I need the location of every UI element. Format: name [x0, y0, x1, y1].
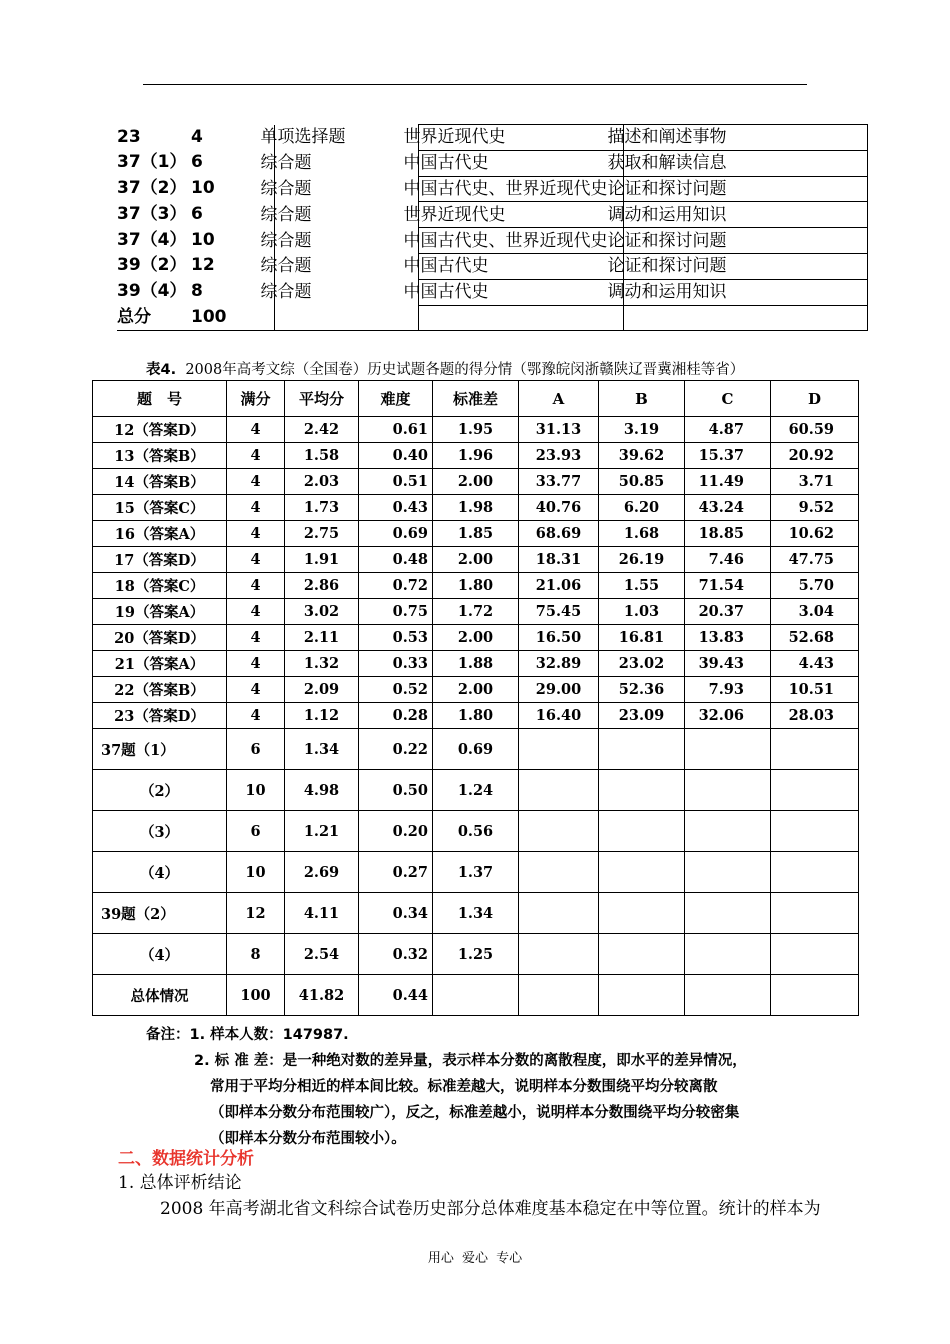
table4-cell: 3.04	[771, 599, 859, 625]
table4-cell: （4）	[93, 852, 227, 893]
table4-cell: 0.32	[359, 934, 433, 975]
table4-cell: 13.83	[685, 625, 771, 651]
table3-row	[117, 202, 867, 228]
table4-cell	[685, 975, 771, 1016]
table4-cell: 0.50	[359, 770, 433, 811]
table4-cell: 23.02	[599, 651, 685, 677]
table4-cell: 32.89	[519, 651, 599, 677]
table4-cell: 2.00	[433, 677, 519, 703]
table4-cell: 29.00	[519, 677, 599, 703]
table4-cell: 20.92	[771, 443, 859, 469]
table4-cell: 8	[227, 934, 285, 975]
table4-header-cell: 平均分	[285, 381, 359, 417]
table4-cell	[685, 729, 771, 770]
table4-cell	[685, 852, 771, 893]
table4-cell: 1.91	[285, 547, 359, 573]
table3-row	[117, 176, 867, 202]
table4-cell: 1.96	[433, 443, 519, 469]
table4-header-cell: A	[519, 381, 599, 417]
table4-cell: 20.37	[685, 599, 771, 625]
table4-cell: 26.19	[599, 547, 685, 573]
table4	[92, 380, 859, 1016]
notes	[146, 1022, 747, 1147]
table4-cell: 11.49	[685, 469, 771, 495]
table4-row	[93, 770, 859, 811]
table4-cell: 3.71	[771, 469, 859, 495]
table3-cell-skill: 论证和探讨问题	[623, 228, 867, 254]
table3-cell-type: 综合题	[274, 228, 418, 254]
table4-cell	[599, 893, 685, 934]
table4-cell: 7.46	[685, 547, 771, 573]
table4-cell: 1.88	[433, 651, 519, 677]
table4-cell: 16.81	[599, 625, 685, 651]
table4-cell: 52.36	[599, 677, 685, 703]
table4-cell: 75.45	[519, 599, 599, 625]
table4-cell	[519, 893, 599, 934]
table4-cell: 43.24	[685, 495, 771, 521]
table4-header-cell: 题 号	[93, 381, 227, 417]
table4-cell: 0.22	[359, 729, 433, 770]
table4-cell	[599, 729, 685, 770]
table3-cell-skill: 获取和解读信息	[623, 150, 867, 176]
table4-cell: 52.68	[771, 625, 859, 651]
table4-row	[93, 547, 859, 573]
table4-cell: 1.58	[285, 443, 359, 469]
table4-cell: 71.54	[685, 573, 771, 599]
table4-cell: 1.98	[433, 495, 519, 521]
table3-cell-type: 综合题	[274, 253, 418, 279]
table3-cell-type: 综合题	[274, 176, 418, 202]
table4-cell	[519, 811, 599, 852]
table3-cell-area: 中国古代史	[418, 253, 623, 279]
section-heading: 二、数据统计分析	[118, 1149, 254, 1169]
table4-cell: 2.00	[433, 625, 519, 651]
table4-cell: 0.43	[359, 495, 433, 521]
table4-header-cell: 满分	[227, 381, 285, 417]
table4-cell: 1.03	[599, 599, 685, 625]
table4-cell: 21（答案A）	[93, 651, 227, 677]
table4-cell	[599, 770, 685, 811]
table4-cell	[685, 770, 771, 811]
table4-cell: （4）	[93, 934, 227, 975]
table3-row	[117, 305, 867, 331]
subsection-heading: 1. 总体评析结论	[118, 1173, 242, 1193]
table4-row	[93, 811, 859, 852]
table4-cell: 31.13	[519, 417, 599, 443]
table4-row	[93, 703, 859, 729]
table3-cell-type: 单项选择题	[274, 125, 418, 151]
table4-cell: 1.73	[285, 495, 359, 521]
table4-cell: 7.93	[685, 677, 771, 703]
table4-cell: 0.48	[359, 547, 433, 573]
table4-cell: 17（答案D）	[93, 547, 227, 573]
table4-cell: 4	[227, 703, 285, 729]
table4-cell: 0.51	[359, 469, 433, 495]
table4-cell: 0.34	[359, 893, 433, 934]
table4-cell: 3.19	[599, 417, 685, 443]
table4-cell: 18（答案C）	[93, 573, 227, 599]
table4-cell: 4	[227, 573, 285, 599]
table4-cell: 0.27	[359, 852, 433, 893]
table3-row	[117, 125, 867, 151]
table4-cell: 18.85	[685, 521, 771, 547]
table4-cell: 2.86	[285, 573, 359, 599]
table4-cell: 33.77	[519, 469, 599, 495]
table3-cell-question: 37（2） 10	[117, 176, 274, 202]
table4-cell: 2.54	[285, 934, 359, 975]
table4-cell: 2.03	[285, 469, 359, 495]
table3-cell-question: 37（4） 10	[117, 228, 274, 254]
table4-cell: 2.11	[285, 625, 359, 651]
table3-cell-question: 37（3） 6	[117, 202, 274, 228]
table3-cell-question: 总分 100	[117, 305, 274, 331]
table4-cell: 0.28	[359, 703, 433, 729]
table4-cell	[685, 934, 771, 975]
table3-cell-type: 综合题	[274, 279, 418, 305]
table4-cell: 0.20	[359, 811, 433, 852]
table4-cell	[519, 770, 599, 811]
table4-header-cell: B	[599, 381, 685, 417]
table3-cell-type: 综合题	[274, 150, 418, 176]
table4-cell: 2.75	[285, 521, 359, 547]
table4-cell: 16.40	[519, 703, 599, 729]
table4-cell: 32.06	[685, 703, 771, 729]
table4-cell: 21.06	[519, 573, 599, 599]
table4-cell: 0.52	[359, 677, 433, 703]
table4-cell: 2.69	[285, 852, 359, 893]
table4-cell: 总体情况	[93, 975, 227, 1016]
note-sample-size: 备注：1. 样本人数：147987.	[146, 1027, 349, 1043]
table4-cell: 37题（1）	[93, 729, 227, 770]
table4-row	[93, 729, 859, 770]
table4-cell: 1.95	[433, 417, 519, 443]
table4-cell: 3.02	[285, 599, 359, 625]
table4-header-cell: D	[771, 381, 859, 417]
table3-cell-type	[274, 305, 418, 331]
table3-cell-area: 中国古代史	[418, 279, 623, 305]
table4-cell: 19（答案A）	[93, 599, 227, 625]
table4-cell: 10.51	[771, 677, 859, 703]
table4-cell	[599, 852, 685, 893]
table4-cell: （3）	[93, 811, 227, 852]
table4-cell	[519, 852, 599, 893]
table4-cell: 1.32	[285, 651, 359, 677]
table4-row	[93, 852, 859, 893]
table4-cell: 12	[227, 893, 285, 934]
table4-cell: 4	[227, 469, 285, 495]
table4-cell: 0.75	[359, 599, 433, 625]
table4-cell: 39题（2）	[93, 893, 227, 934]
table4-row	[93, 599, 859, 625]
table4-cell: 2.00	[433, 469, 519, 495]
table3-cell-skill: 描述和阐述事物	[623, 125, 867, 151]
table4-cell: 4	[227, 677, 285, 703]
table4-row	[93, 469, 859, 495]
table3-cell-question: 37（1） 6	[117, 150, 274, 176]
page-footer: 用心 爱心 专心	[427, 1251, 523, 1266]
table4-cell	[771, 975, 859, 1016]
table4-row	[93, 521, 859, 547]
table4-cell	[771, 893, 859, 934]
table3-row	[117, 279, 867, 305]
table4-cell: 4	[227, 651, 285, 677]
table4-cell: 6	[227, 729, 285, 770]
table4-cell: 0.53	[359, 625, 433, 651]
table3-row	[117, 150, 867, 176]
table3-row	[117, 228, 867, 254]
table4-cell: 23（答案D）	[93, 703, 227, 729]
table4-title: 表4. 2008年高考文综（全国卷）历史试题各题的得分情（鄂豫皖闵浙赣陕辽晋冀湘桂等省）	[146, 362, 745, 378]
table4-row	[93, 651, 859, 677]
table4-header-row	[93, 381, 859, 417]
table4-cell: 20（答案D）	[93, 625, 227, 651]
table4-cell: 12（答案D）	[93, 417, 227, 443]
table4-cell: 4.98	[285, 770, 359, 811]
table4-cell: 16.50	[519, 625, 599, 651]
table3-cell-area: 中国古代史	[418, 150, 623, 176]
table3-cell-question: 23 4	[117, 125, 274, 151]
table4-cell: 10.62	[771, 521, 859, 547]
table4-cell: 2.00	[433, 547, 519, 573]
table4-cell	[771, 811, 859, 852]
table4-row	[93, 975, 859, 1016]
table3-cell-area: 中国古代史、世界近现代史	[418, 228, 623, 254]
table4-cell: 4	[227, 443, 285, 469]
table4-cell: 0.40	[359, 443, 433, 469]
table4-cell: 0.44	[359, 975, 433, 1016]
table4-cell	[685, 811, 771, 852]
table4-cell: 1.25	[433, 934, 519, 975]
table4-cell: 60.59	[771, 417, 859, 443]
table3-cell-type: 综合题	[274, 202, 418, 228]
table4-cell	[771, 934, 859, 975]
table4-cell	[433, 975, 519, 1016]
table3-cell-area: 中国古代史、世界近现代史	[418, 176, 623, 202]
table4-cell: 15.37	[685, 443, 771, 469]
table4-row	[93, 417, 859, 443]
table4-cell: 0.61	[359, 417, 433, 443]
table4-cell: 4	[227, 625, 285, 651]
table4-row	[93, 443, 859, 469]
table4-cell: 0.33	[359, 651, 433, 677]
table4-cell	[599, 811, 685, 852]
table4-cell: 39.62	[599, 443, 685, 469]
table4-cell: 50.85	[599, 469, 685, 495]
table3-row	[117, 253, 867, 279]
table4-cell: 22（答案B）	[93, 677, 227, 703]
table3-cell-skill	[623, 305, 867, 331]
table3-cell-skill: 论证和探讨问题	[623, 176, 867, 202]
table4-cell: 1.24	[433, 770, 519, 811]
table3-cell-skill: 调动和运用知识	[623, 279, 867, 305]
table4-cell: 0.69	[359, 521, 433, 547]
table4-cell: （2）	[93, 770, 227, 811]
table4-cell: 5.70	[771, 573, 859, 599]
table4-cell	[599, 934, 685, 975]
table4-cell: 1.21	[285, 811, 359, 852]
table3-cell-skill: 论证和探讨问题	[623, 253, 867, 279]
table4-header-cell: 难度	[359, 381, 433, 417]
table4-cell: 1.72	[433, 599, 519, 625]
table4-cell: 1.34	[433, 893, 519, 934]
table4-cell: 4	[227, 521, 285, 547]
table4-cell: 41.82	[285, 975, 359, 1016]
table4-cell: 4.11	[285, 893, 359, 934]
table3-cell-area	[418, 305, 623, 331]
table4-cell: 10	[227, 770, 285, 811]
table4-cell	[599, 975, 685, 1016]
table4-cell: 4	[227, 547, 285, 573]
table4-cell: 28.03	[771, 703, 859, 729]
table4-cell: 100	[227, 975, 285, 1016]
table4-cell: 6.20	[599, 495, 685, 521]
table4-cell: 4	[227, 495, 285, 521]
table4-cell: 1.37	[433, 852, 519, 893]
table4-cell: 10	[227, 852, 285, 893]
table3-cell-question: 39（4） 8	[117, 279, 274, 305]
table4-cell	[519, 975, 599, 1016]
table4-cell: 1.80	[433, 573, 519, 599]
table4-cell: 15（答案C）	[93, 495, 227, 521]
table4-header-cell: 标准差	[433, 381, 519, 417]
table4-cell: 13（答案B）	[93, 443, 227, 469]
table4-cell: 0.72	[359, 573, 433, 599]
table4-cell: 4.43	[771, 651, 859, 677]
table4-cell: 4	[227, 417, 285, 443]
table4-cell: 1.85	[433, 521, 519, 547]
paragraph: 2008 年高考湖北省文科综合试卷历史部分总体难度基本稳定在中等位置。统计的样本为	[160, 1199, 821, 1219]
table4-cell: 68.69	[519, 521, 599, 547]
table4-cell: 6	[227, 811, 285, 852]
table4-row	[93, 934, 859, 975]
table4-cell	[685, 893, 771, 934]
table3-cell-area: 世界近现代史	[418, 125, 623, 151]
table4-row	[93, 625, 859, 651]
table4-row	[93, 573, 859, 599]
table4-header-cell: C	[685, 381, 771, 417]
table4-cell	[771, 729, 859, 770]
table4-cell: 23.93	[519, 443, 599, 469]
table4-cell	[519, 729, 599, 770]
table4-cell: 1.68	[599, 521, 685, 547]
table4-cell	[771, 852, 859, 893]
table4-cell: 39.43	[685, 651, 771, 677]
table4-cell: 23.09	[599, 703, 685, 729]
table4-row	[93, 495, 859, 521]
table4-row	[93, 677, 859, 703]
table4-cell: 14（答案B）	[93, 469, 227, 495]
table3-cell-area: 世界近现代史	[418, 202, 623, 228]
table3	[117, 124, 868, 331]
table4-cell: 4.87	[685, 417, 771, 443]
table4-cell: 18.31	[519, 547, 599, 573]
table4-cell	[771, 770, 859, 811]
table4-cell: 47.75	[771, 547, 859, 573]
table4-cell: 1.12	[285, 703, 359, 729]
note-std-dev: 2. 标 准 差：是一种绝对数的差异量，表示样本分数的离散程度，即水平的差异情况， 常用于平均分相近的样本间比较。标准差越大，说明样本分数围绕平均分较离散 （即样本分数分布范围较广），反之，标准差越小，说明样本分数围绕平均分较密集 （即样本分数分布范围较小）。	[194, 1053, 747, 1147]
table4-cell: 9.52	[771, 495, 859, 521]
table4-cell: 4	[227, 599, 285, 625]
table4-cell: 40.76	[519, 495, 599, 521]
table4-cell: 0.56	[433, 811, 519, 852]
header-rule	[143, 84, 807, 85]
table4-cell: 2.42	[285, 417, 359, 443]
table4-cell	[519, 934, 599, 975]
table4-cell: 16（答案A）	[93, 521, 227, 547]
table4-cell: 2.09	[285, 677, 359, 703]
table3-cell-question: 39（2） 12	[117, 253, 274, 279]
table4-cell: 1.55	[599, 573, 685, 599]
table3-cell-skill: 调动和运用知识	[623, 202, 867, 228]
table4-cell: 1.80	[433, 703, 519, 729]
table4-row	[93, 893, 859, 934]
table4-cell: 0.69	[433, 729, 519, 770]
table4-cell: 1.34	[285, 729, 359, 770]
